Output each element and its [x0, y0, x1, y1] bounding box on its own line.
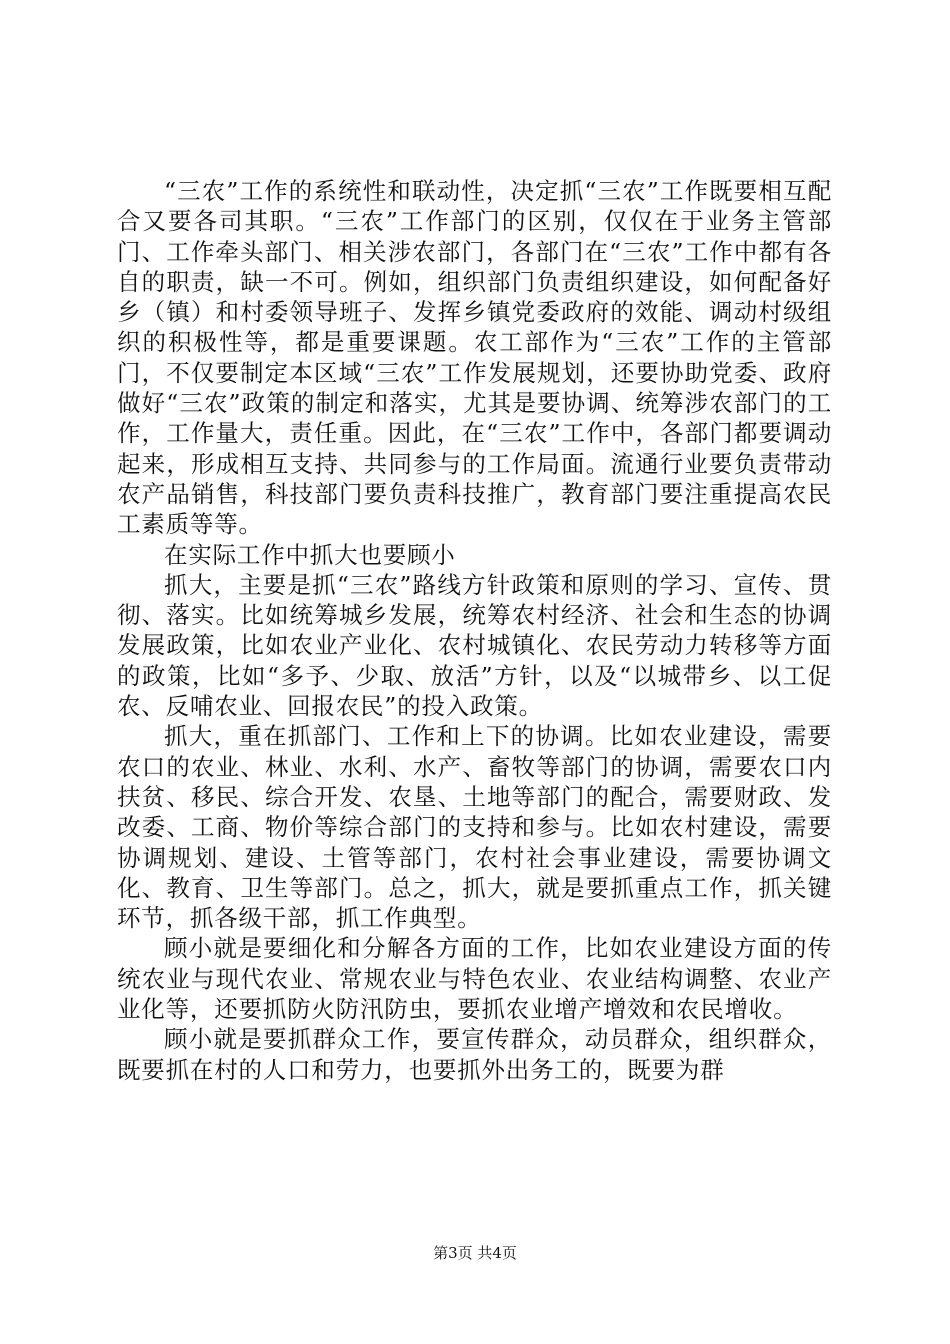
page-footer: 第3页 共4页	[433, 1244, 517, 1262]
paragraph-grasp-big-coordination: 抓大，重在抓部门、工作和上下的协调。比如农业建设，需要农口的农业、林业、水利、水产、畜牧等部门的协调，需要农口内扶贫、移民、综合开发、农垦、土地等部门的配合，需要财政、发改委、工商、物价等综合部门的支持和参与。比如农村建设，需要协调规划、建设、土管等部门，农村社会事业建设，需要协调文化、教育、卫生等部门。总之，抓大，就是要抓重点工作，抓关键环节，抓各级干部，抓工作典型。	[117, 722, 832, 933]
section-heading: 在实际工作中抓大也要顾小	[164, 540, 456, 569]
paragraph-care-small-details: 顾小就是要细化和分解各方面的工作，比如农业建设方面的传统农业与现代农业、常规农业与特色农业、农业结构调整、农业产业化等，还要抓防火防汛防虫，要抓农业增产增效和农民增收。	[117, 934, 832, 1024]
paragraph-division-of-duties: “三农”工作的系统性和联动性，决定抓“三农”工作既要相互配合又要各司其职。“三农”工作部门的区别，仅仅在于业务主管部门、工作牵头部门、相关涉农部门，各部门在“三农”工作中都有各自的职责，缺一不可。例如，组织部门负责组织建设，如何配备好乡（镇）和村委领导班子、发挥乡镇党委政府的效能、调动村级组织的积极性等，都是重要课题。农工部作为“三农”工作的主管部门，不仅要制定本区域“三农”工作发展规划，还要协助党委、政府做好“三农”政策的制定和落实，尤其是要协调、统筹涉农部门的工作，工作量大，责任重。因此，在“三农”工作中，各部门都要调动起来，形成相互支持、共同参与的工作局面。流通行业要负责带动农产品销售，科技部门要负责科技推广，教育部门要注重提高农民工素质等等。	[117, 177, 832, 539]
document-body	[117, 176, 832, 1085]
paragraph-care-small-masses: 顾小就是要抓群众工作，要宣传群众，动员群众，组织群众，既要抓在村的人口和劳力，也要抓外出务工的，既要为群	[117, 1025, 832, 1084]
paragraph-grasp-big-policy: 抓大，主要是抓“三农”路线方针政策和原则的学习、宣传、贯彻、落实。比如统筹城乡发展，统筹农村经济、社会和生态的协调发展政策，比如农业产业化、农村城镇化、农民劳动力转移等方面的政策，比如“多予、少取、放活”方针，以及“以城带乡、以工促农、反哺农业、回报农民”的投入政策。	[117, 570, 832, 721]
